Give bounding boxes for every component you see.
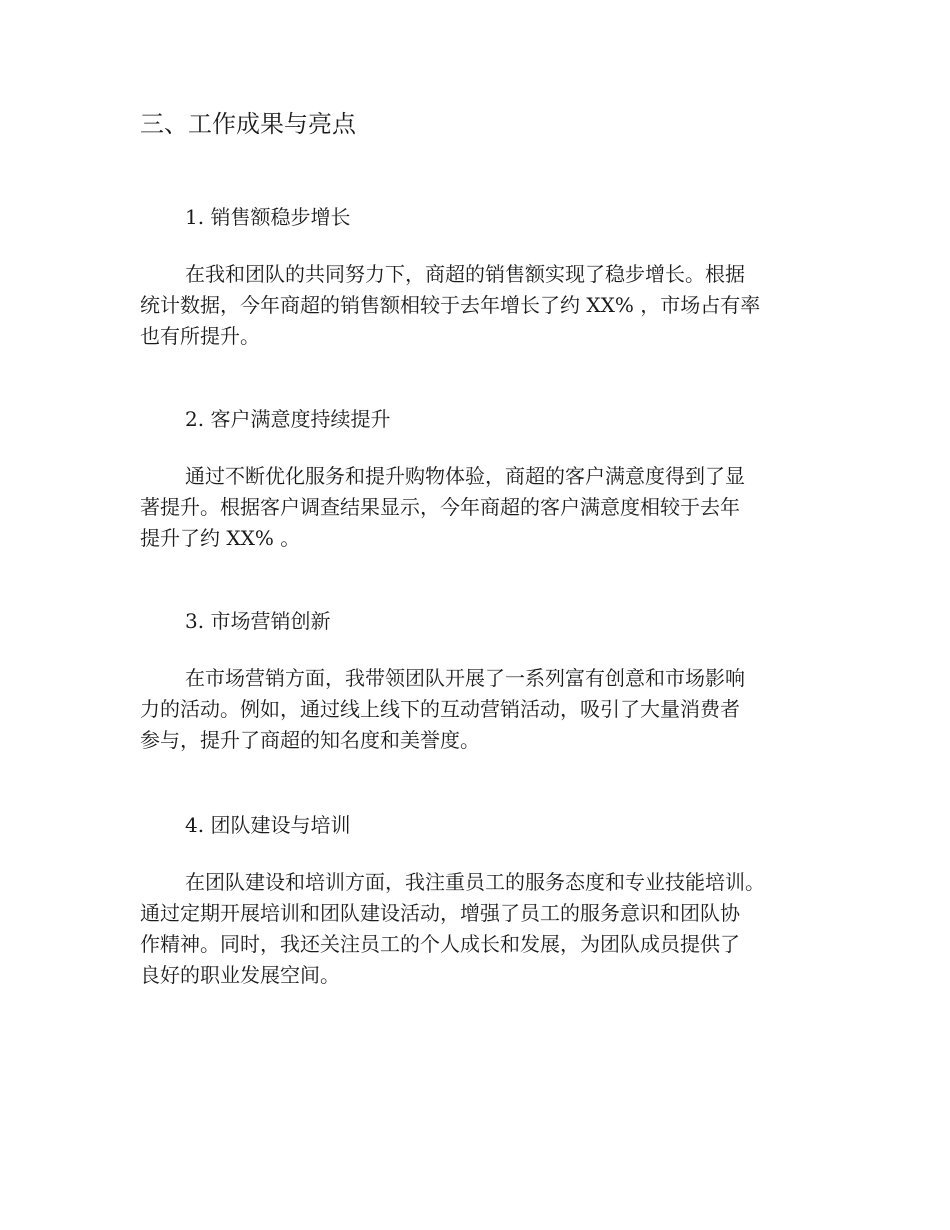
item-heading-2: 2. 客户满意度持续提升 bbox=[185, 407, 391, 431]
paragraph-line: 提升了约 XX% 。 bbox=[140, 526, 301, 550]
item-paragraph-4 bbox=[140, 867, 765, 991]
item-paragraph-3 bbox=[140, 663, 745, 756]
paragraph-line: 也有所提升。 bbox=[140, 324, 260, 348]
paragraph-line: 通过不断优化服务和提升购物体验，商超的客户满意度得到了显 bbox=[185, 464, 745, 488]
section-title: 三、工作成果与亮点 bbox=[140, 110, 356, 138]
paragraph-line: 统计数据，今年商超的销售额相较于去年增长了约 XX% ，市场占有率 bbox=[140, 293, 761, 317]
paragraph-line: 在市场营销方面，我带领团队开展了一系列富有创意和市场影响 bbox=[185, 666, 745, 690]
paragraph-line: 在团队建设和培训方面，我注重员工的服务态度和专业技能培训。 bbox=[185, 870, 765, 894]
item-paragraph-2 bbox=[140, 461, 745, 554]
item-heading-1: 1. 销售额稳步增长 bbox=[185, 205, 351, 229]
paragraph-line: 通过定期开展培训和团队建设活动，增强了员工的服务意识和团队协 bbox=[140, 901, 740, 925]
paragraph-line: 作精神。同时，我还关注员工的个人成长和发展，为团队成员提供了 bbox=[140, 932, 740, 956]
paragraph-line: 参与，提升了商超的知名度和美誉度。 bbox=[140, 728, 480, 752]
paragraph-line: 著提升。根据客户调查结果显示，今年商超的客户满意度相较于去年 bbox=[140, 495, 740, 519]
item-heading-3: 3. 市场营销创新 bbox=[185, 609, 331, 633]
paragraph-line: 力的活动。例如，通过线上线下的互动营销活动，吸引了大量消费者 bbox=[140, 697, 740, 721]
item-paragraph-1 bbox=[140, 259, 760, 352]
paragraph-line: 在我和团队的共同努力下，商超的销售额实现了稳步增长。根据 bbox=[185, 262, 745, 286]
paragraph-line: 良好的职业发展空间。 bbox=[140, 963, 340, 987]
item-heading-4: 4. 团队建设与培训 bbox=[185, 813, 351, 837]
